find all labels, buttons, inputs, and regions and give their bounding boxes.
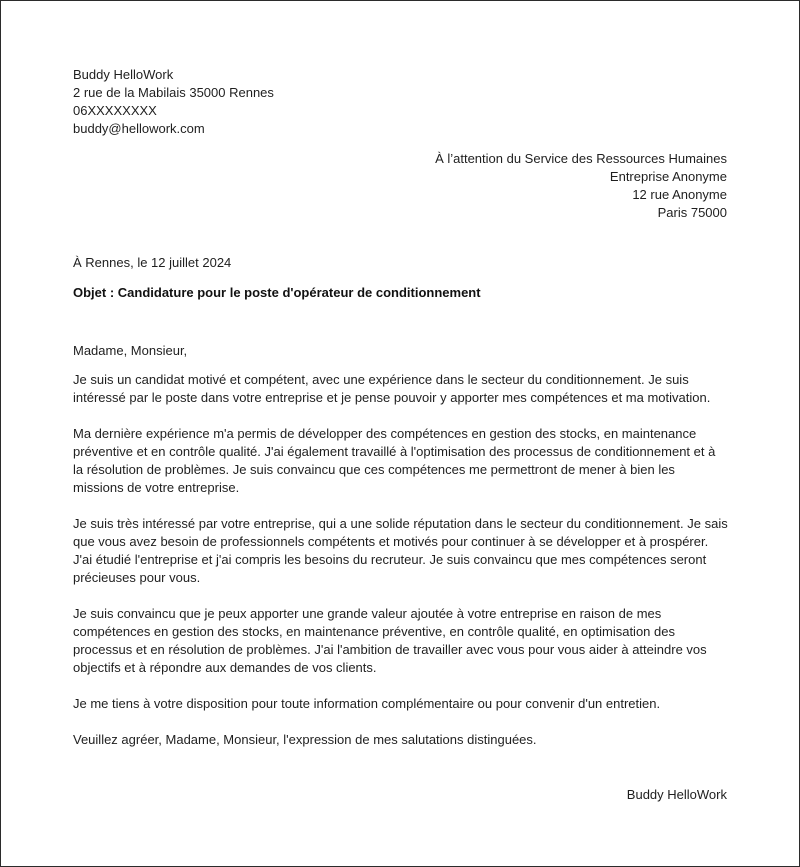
letter-salutation: Madame, Monsieur, (73, 343, 188, 358)
letter-signature: Buddy HelloWork (626, 787, 727, 802)
letter-date: À Rennes, le 12 juillet 2024 (73, 255, 232, 270)
sender-phone: 06XXXXXXXX (73, 103, 157, 118)
body-paragraph: Je suis très intéressé par votre entreprise, qui a une solide réputation dans le secteur du conditionnement. Je sais que vous avez besoin de professionnels compétents et motivés pour continuer à se développer et à prospérer. J'ai étudié l'entreprise et j'ai compris les besoins du recruteur. Je suis convaincu que mes compétences seront précieuses pour vous. (73, 516, 728, 585)
recipient-city: Paris 75000 (657, 205, 727, 220)
recipient-company: Entreprise Anonyme (609, 169, 727, 184)
letter-subject: Objet : Candidature pour le poste d'opérateur de conditionnement (73, 285, 481, 300)
sender-name: Buddy HelloWork (73, 67, 174, 82)
body-paragraph: Je suis convaincu que je peux apporter une grande valeur ajoutée à votre entreprise en raison de mes compétences en gestion des stocks, en maintenance préventive, en contrôle qualité, en optimisation des processus et en résolution de problèmes. J'ai l'ambition de travailler avec vous pour vous aider à atteindre vos objectifs et à répondre aux demandes de vos clients. (73, 606, 707, 675)
sender-email: buddy@hellowork.com (73, 121, 205, 136)
sender-address: 2 rue de la Mabilais 35000 Rennes (73, 85, 274, 100)
body-paragraph: Ma dernière expérience m'a permis de développer des compétences en gestion des stocks, en maintenance préventive et en contrôle qualité. J'ai également travaillé à l'optimisation des processus de conditionnement et à la résolution de problèmes. Je suis convaincu que ces compétences me permettront de mener à bien les missions de votre entreprise. (73, 426, 716, 495)
recipient-attention: À l’attention du Service des Ressources Humaines (435, 151, 727, 166)
letter-body (73, 342, 729, 767)
sender-block (73, 66, 274, 138)
recipient-street: 12 rue Anonyme (632, 187, 727, 202)
body-paragraph: Je suis un candidat motivé et compétent, avec une expérience dans le secteur du conditionnement. Je suis intéressé par le poste dans votre entreprise et je pense pouvoir y apporter mes compétences et ma motivation. (73, 372, 711, 405)
body-paragraph: Je me tiens à votre disposition pour toute information complémentaire ou pour convenir d'un entretien. (73, 696, 661, 711)
recipient-block (435, 150, 727, 222)
closing-formula: Veuillez agréer, Madame, Monsieur, l'expression de mes salutations distinguées. (73, 732, 537, 747)
